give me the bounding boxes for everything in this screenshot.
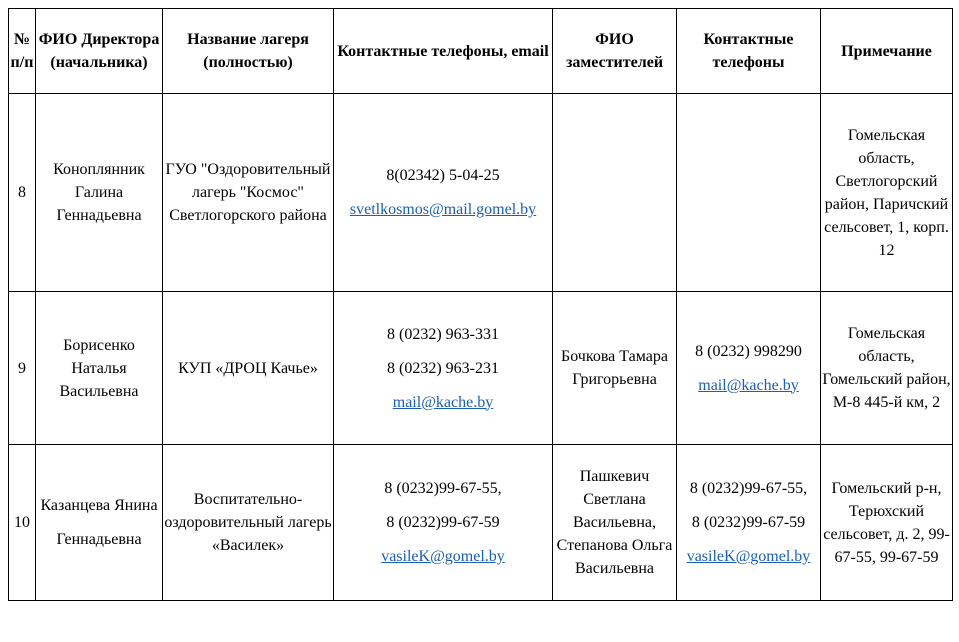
row-number: 9 — [9, 292, 36, 445]
deputy-phone: 8 (0232) 998290 — [695, 342, 802, 360]
phone: 8 (0232)99-67-59 — [386, 514, 500, 531]
table-row — [9, 94, 953, 292]
deputies-cell: Бочкова Тамара Григорьевна — [553, 292, 677, 445]
deputy-email-link[interactable]: mail@kache.by — [698, 376, 799, 394]
note-cell: Гомельская область, Светлогорский район, Паричский сельсовет, 1, корп. 12 — [821, 94, 953, 292]
phone: 8 (0232)99-67-55, — [384, 480, 502, 497]
director-name: Казанцева Янина Геннадьевна — [36, 445, 163, 601]
header-num: № п/п — [9, 9, 36, 94]
header-contacts: Контактные телефоны, email — [334, 9, 553, 94]
email-link[interactable]: mail@kache.by — [392, 393, 494, 411]
email-link[interactable]: vasileK@gomel.by — [381, 548, 505, 565]
header-row — [9, 9, 953, 94]
deputy-contacts-cell — [677, 292, 821, 445]
deputies-cell: Пашкевич Светлана Васильевна, Степанова Ольга Васильевна — [553, 445, 677, 601]
deputy-contacts-cell — [677, 445, 821, 601]
header-deputy-phones: Контактные телефоны — [677, 9, 821, 94]
phone: 8(02342) 5-04-25 — [386, 167, 500, 184]
header-camp: Название лагеря (полностью) — [163, 9, 334, 94]
header-note: Примечание — [821, 9, 953, 94]
header-deputies: ФИО заместителей — [553, 9, 677, 94]
email-link[interactable]: svetlkosmos@mail.gomel.by — [349, 201, 537, 218]
deputies-cell — [553, 94, 677, 292]
deputy-phone: 8 (0232)99-67-55, — [689, 480, 808, 497]
deputy-email-link[interactable]: vasileK@gomel.by — [686, 548, 811, 565]
director-name: Коноплянник Галина Геннадьевна — [36, 94, 163, 292]
deputy-contacts-cell — [677, 94, 821, 292]
phone: 8 (0232) 963-231 — [387, 359, 499, 377]
note-cell: Гомельский р-н, Терюхский сельсовет, д. 2, 99-67-55, 99-67-59 — [821, 445, 953, 601]
camps-table — [8, 8, 953, 601]
camp-name: ГУО "Оздоровительный лагерь "Космос" Светлогорского района — [163, 94, 334, 292]
camp-name: КУП «ДРОЦ Качье» — [163, 292, 334, 445]
director-name: Борисенко Наталья Васильевна — [36, 292, 163, 445]
header-director: ФИО Директора (начальника) — [36, 9, 163, 94]
table-row — [9, 445, 953, 601]
contacts-cell — [334, 94, 553, 292]
row-number: 10 — [9, 445, 36, 601]
row-number: 8 — [9, 94, 36, 292]
note-cell: Гомельская область, Гомельский район, М-8 445-й км, 2 — [821, 292, 953, 445]
table-row — [9, 292, 953, 445]
phone: 8 (0232) 963-331 — [387, 325, 499, 343]
contacts-cell — [334, 292, 553, 445]
camp-name: Воспитательно-оздоровительный лагерь «Василек» — [163, 445, 334, 601]
deputy-phone: 8 (0232)99-67-59 — [691, 514, 806, 531]
contacts-cell — [334, 445, 553, 601]
